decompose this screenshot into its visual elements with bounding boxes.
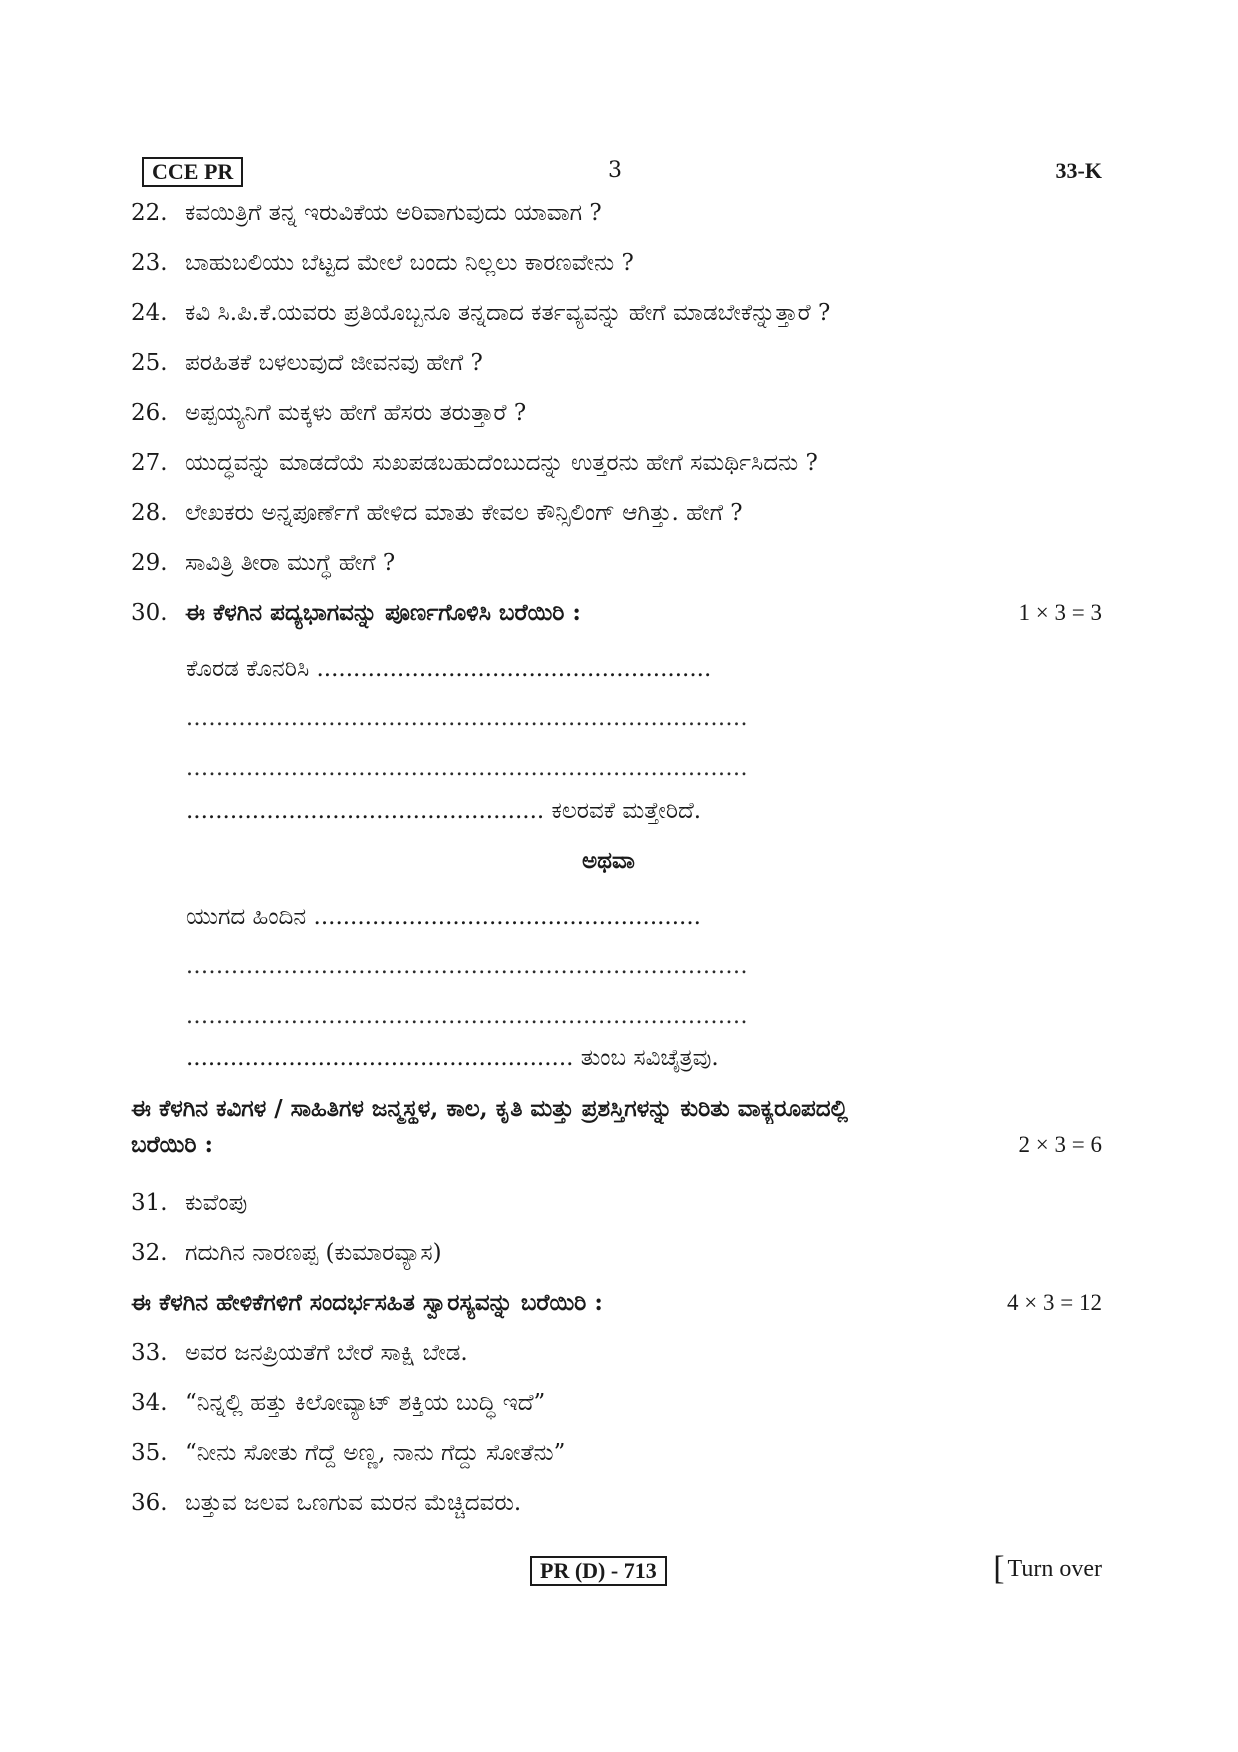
question-text: ಪರಹಿತಕೆ ಬಳಲುವುದೆ ಜೀವನವು ಹೇಗೆ ? — [185, 350, 483, 376]
question-text: ಕವಯಿತ್ರಿಗೆ ತನ್ನ ಇರುವಿಕೆಯ ಅರಿವಾಗುವುದು ಯಾವಾಗ ? — [185, 200, 602, 226]
turn-over — [993, 1552, 1102, 1586]
question-number: 34. — [131, 1390, 168, 1416]
footer-code-box: PR (D) - 713 — [530, 1556, 667, 1586]
question-number: 22. — [131, 200, 168, 226]
section-instruction-context: ಈ ಕೆಳಗಿನ ಹೇಳಿಕೆಗಳಿಗೆ ಸಂದರ್ಭಸಹಿತ ಸ್ವಾರಸ್ಯವನ್ನು ಬರೆಯಿರಿ : — [131, 1289, 603, 1316]
marks-q30: 1 × 3 = 3 — [1018, 600, 1102, 625]
paper-code: 33-K — [1055, 158, 1102, 183]
question-number: 30. — [131, 600, 168, 626]
poem2-line3: ........................................................................... — [186, 1004, 748, 1029]
poem2-line1: ಯುಗದ ಹಿಂದಿನ ..................................................... — [186, 904, 701, 930]
question-text: ಲೇಖಕರು ಅನ್ನಪೂರ್ಣೆಗೆ ಹೇಳಿದ ಮಾತು ಕೇವಲ ಕೌನ್ಸಿಲಿಂಗ್ ಆಗಿತ್ತು. ಹೇಗೆ ? — [185, 500, 743, 526]
question-text: ಅವರ ಜನಪ್ರಿಯತೆಗೆ ಬೇರೆ ಸಾಕ್ಷಿ ಬೇಡ. — [185, 1340, 468, 1366]
section-instruction-poets: ಈ ಕೆಳಗಿನ ಕವಿಗಳ / ಸಾಹಿತಿಗಳ ಜನ್ಮಸ್ಥಳ, ಕಾಲ, ಕೃತಿ ಮತ್ತು ಪ್ರಶಸ್ತಿಗಳನ್ನು ಕುರಿತು ವಾಕ್ಯರೂಪದಲ್ಲಿ — [131, 1095, 848, 1122]
question-text: ಯುದ್ಧವನ್ನು ಮಾಡದೆಯೆ ಸುಖಪಡಬಹುದೆಂಬುದನ್ನು ಉತ್ತರನು ಹೇಗೆ ಸಮರ್ಥಿಸಿದನು ? — [185, 450, 818, 476]
question-instruction: ಈ ಕೆಳಗಿನ ಪದ್ಯಭಾಗವನ್ನು ಪೂರ್ಣಗೊಳಿಸಿ ಬರೆಯಿರಿ : — [185, 599, 581, 626]
question-number: 35. — [131, 1440, 168, 1466]
poem2-line4: ..................................................... ತುಂಬ ಸವಿಚೈತ್ರವು. — [186, 1045, 719, 1071]
question-number: 24. — [131, 300, 168, 326]
question-number: 25. — [131, 350, 168, 376]
marks-poets: 2 × 3 = 6 — [1018, 1132, 1102, 1157]
bracket-glyph: [ — [993, 1550, 1005, 1587]
question-number: 33. — [131, 1340, 168, 1366]
page-number: 3 — [608, 158, 622, 183]
question-text: ಬತ್ತುವ ಜಲವ ಒಣಗುವ ಮರನ ಮೆಚ್ಚಿದವರು. — [185, 1490, 522, 1516]
question-number: 36. — [131, 1490, 168, 1516]
poem1-line4: ................................................. ಕಲರವಕೆ ಮತ್ತೇರಿದೆ. — [186, 798, 702, 824]
header-code-box: CCE PR — [142, 157, 243, 187]
question-number: 32. — [131, 1240, 168, 1266]
question-number: 28. — [131, 500, 168, 526]
poem1-line2: ........................................................................... — [186, 706, 748, 731]
question-number: 29. — [131, 550, 168, 576]
section-instruction-poets-cont: ಬರೆಯಿರಿ : — [131, 1131, 214, 1158]
question-text: ಬಾಹುಬಲಿಯು ಬೆಟ್ಟದ ಮೇಲೆ ಬಂದು ನಿಲ್ಲಲು ಕಾರಣವೇನು ? — [185, 250, 634, 276]
poem1-line1: ಕೊರಡ ಕೊನರಿಸಿ ...................................................... — [186, 656, 712, 682]
marks-context: 4 × 3 = 12 — [1007, 1290, 1102, 1315]
question-text: ಗದುಗಿನ ನಾರಣಪ್ಪ (ಕುಮಾರವ್ಯಾಸ) — [185, 1240, 442, 1266]
question-text: ಅಪ್ಪಯ್ಯನಿಗೆ ಮಕ್ಕಳು ಹೇಗೆ ಹೆಸರು ತರುತ್ತಾರೆ ? — [185, 400, 527, 426]
question-number: 27. — [131, 450, 168, 476]
poem2-line2: ........................................................................... — [186, 954, 748, 979]
question-text: “ನಿನ್ನಲ್ಲಿ ಹತ್ತು ಕಿಲೋವ್ಯಾಟ್ ಶಕ್ತಿಯ ಬುದ್ಧಿ ಇದೆ” — [185, 1390, 546, 1416]
question-text: ಕವಿ ಸಿ.ಪಿ.ಕೆ.ಯವರು ಪ್ರತಿಯೊಬ್ಬನೂ ತನ್ನದಾದ ಕರ್ತವ್ಯವನ್ನು ಹೇಗೆ ಮಾಡಬೇಕೆನ್ನುತ್ತಾರೆ ? — [185, 300, 831, 326]
question-text: ಸಾವಿತ್ರಿ ತೀರಾ ಮುಗ್ಧೆ ಹೇಗೆ ? — [185, 550, 396, 576]
question-number: 26. — [131, 400, 168, 426]
question-number: 23. — [131, 250, 168, 276]
or-divider: ಅಥವಾ — [582, 847, 635, 874]
question-number: 31. — [131, 1190, 168, 1216]
turn-over-text: Turn over — [1007, 1556, 1102, 1582]
question-text: ಕುವೆಂಪು — [185, 1190, 248, 1216]
question-text: “ನೀನು ಸೋತು ಗೆದ್ದೆ ಅಣ್ಣ, ನಾನು ಗೆದ್ದು ಸೋತೆನು” — [185, 1440, 566, 1466]
poem1-line3: ........................................................................... — [186, 756, 748, 781]
